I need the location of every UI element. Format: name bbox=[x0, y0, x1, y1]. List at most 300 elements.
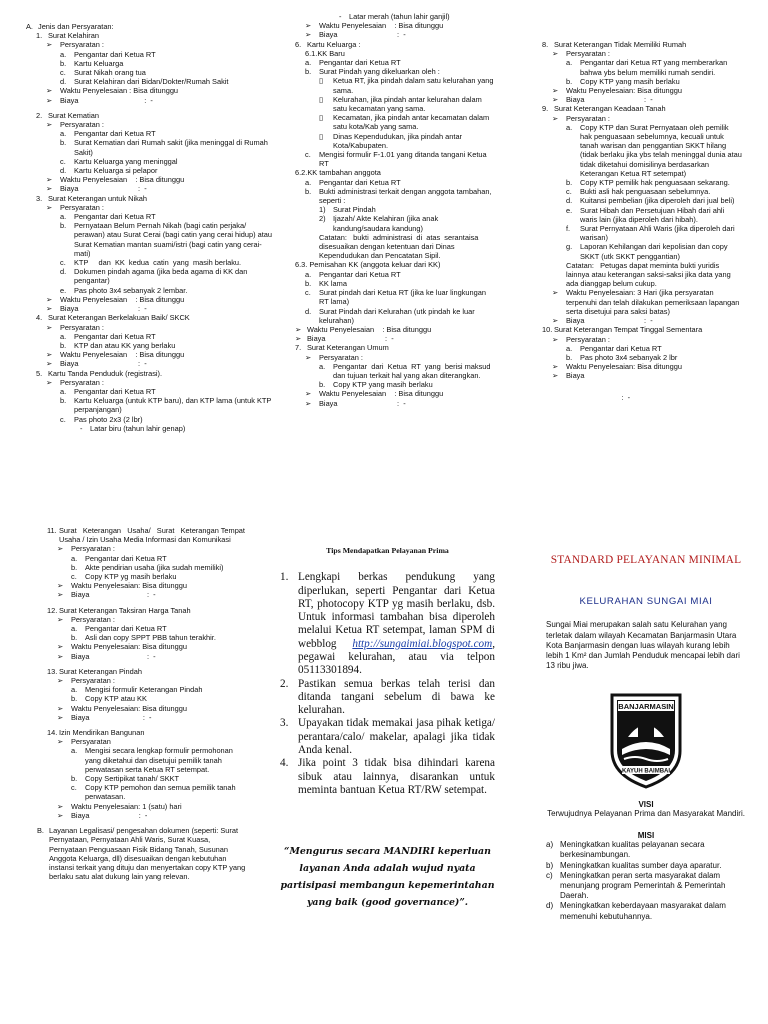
list-item-text: Biaya : - bbox=[566, 316, 653, 326]
list-item-text: Persyaratan : bbox=[60, 120, 104, 130]
list-item bbox=[26, 77, 274, 86]
column-service-list-4 bbox=[37, 526, 247, 881]
tips-quote: “Mengurus secara MANDIRI keperluan layanan Anda adalah wujud nyata partisipasi membangun kepemerintahan yang baik (good governance)”. bbox=[280, 846, 495, 909]
list-marker: b. bbox=[305, 278, 312, 288]
list-marker: b. bbox=[319, 380, 326, 390]
list-item-text: Copy KTP yang masih berlaku bbox=[333, 380, 433, 390]
misi-heading: MISI bbox=[637, 831, 655, 841]
tips-title: Tips Mendapatkan Pelayanan Prima bbox=[326, 546, 449, 555]
list-item bbox=[37, 704, 247, 713]
list-item-text: Mengisi formulir F-1.01 yang ditanda tangani Ketua RT bbox=[319, 150, 489, 169]
list-item bbox=[37, 826, 247, 881]
list-item-text: Biaya : - bbox=[71, 712, 152, 722]
list-item-text: Persyaratan : bbox=[566, 113, 610, 123]
list-marker: a. bbox=[305, 269, 312, 279]
weblog-link[interactable]: http://sungaimiai.blogspot.com bbox=[352, 637, 493, 650]
list-marker: a. bbox=[60, 386, 67, 396]
list-item bbox=[26, 31, 274, 40]
list-item bbox=[37, 667, 247, 676]
list-item bbox=[26, 175, 274, 184]
tips-panel bbox=[280, 540, 495, 911]
list-item-text: 6.1.KK Baru bbox=[305, 48, 345, 58]
list-item-text: Persyaratan : bbox=[60, 202, 104, 212]
list-marker: ➢ bbox=[295, 334, 302, 344]
list-item-text: Biaya : - bbox=[60, 359, 147, 369]
list-marker: 8. bbox=[542, 40, 549, 49]
list-marker: a. bbox=[71, 553, 78, 563]
list-item-text: Persyaratan : bbox=[60, 322, 104, 332]
list-marker: ➢ bbox=[57, 703, 64, 713]
list-marker: a. bbox=[71, 624, 78, 634]
list-item bbox=[532, 206, 742, 224]
list-item-text: Dinas Kependudukan, jika pindah antar Kota/Kabupaten. bbox=[333, 131, 465, 150]
list-item bbox=[532, 335, 742, 344]
list-marker: ➢ bbox=[552, 316, 559, 326]
list-item bbox=[26, 194, 274, 203]
misi-marker: a) bbox=[546, 840, 554, 850]
list-item bbox=[285, 76, 497, 94]
list-marker: a. bbox=[71, 746, 78, 756]
list-marker: ➢ bbox=[295, 324, 302, 334]
list-item-text: Pengantar dari Ketua RT bbox=[85, 553, 167, 563]
tip-text-main: Pastikan semua berkas telah terisi dan ditanda tangani sebelum di bawa ke kelurahan. bbox=[298, 677, 495, 717]
list-item bbox=[26, 350, 274, 359]
list-item-text: Kartu Keluarga yang meninggal bbox=[74, 156, 178, 166]
list-item-text: Persyaratan : bbox=[71, 614, 115, 624]
list-item-text: Persyaratan : bbox=[71, 544, 115, 554]
list-item bbox=[37, 544, 247, 553]
list-marker: b. bbox=[566, 178, 573, 188]
list-item-text: Waktu Penyelesaian : Bisa ditunggu bbox=[60, 175, 185, 185]
list-item bbox=[532, 104, 742, 113]
list-item-text: Surat Hibah dan Persetujuan Hibah dari ahli waris lain (jika diperoleh dari hibah). bbox=[580, 205, 727, 224]
list-item-text: Waktu Penyelesaian: Bisa ditunggu bbox=[566, 86, 682, 96]
list-item bbox=[37, 572, 247, 581]
list-item-text: Biaya : - bbox=[71, 590, 156, 600]
list-item bbox=[532, 261, 742, 289]
list-item bbox=[532, 288, 742, 316]
list-marker: d. bbox=[305, 306, 312, 316]
list-item bbox=[532, 123, 742, 178]
list-item bbox=[26, 332, 274, 341]
list-marker: ➢ bbox=[552, 371, 559, 381]
cover-title: STANDARD PELAYANAN MINIMAL bbox=[550, 554, 742, 566]
list-item-text: Waktu Penyelesaian: Bisa ditunggu bbox=[71, 642, 187, 652]
list-item bbox=[37, 811, 247, 820]
list-marker: ➢ bbox=[46, 350, 53, 360]
list-item bbox=[26, 424, 274, 433]
list-item bbox=[285, 389, 497, 398]
list-item bbox=[26, 396, 274, 414]
list-item bbox=[285, 49, 497, 58]
list-item-text: Pengantar dari Ketua RT bbox=[319, 269, 401, 279]
list-marker: ➢ bbox=[57, 544, 64, 554]
list-item-text: Pengantar dari Ketua RT bbox=[74, 49, 156, 59]
list-marker: ➢ bbox=[305, 352, 312, 362]
misi-list bbox=[546, 840, 746, 922]
list-marker: a. bbox=[305, 58, 312, 68]
misi-item bbox=[546, 901, 746, 921]
list-item bbox=[285, 307, 497, 325]
list-item bbox=[532, 325, 742, 334]
list-item-text: Mengisi formulir Keterangan Pindah bbox=[85, 685, 203, 695]
list-marker: ➢ bbox=[305, 389, 312, 399]
list-item bbox=[26, 22, 274, 31]
list-item-text: Pengantar dari Ketua RT yang berisi maksud dan tujuan terkait hal yang akan diterangkan. bbox=[333, 361, 493, 380]
list-marker: ▯ bbox=[319, 131, 324, 141]
list-marker: 5. bbox=[36, 368, 43, 378]
list-item-text: Waktu Penyelesaian: Bisa ditunggu bbox=[71, 581, 187, 591]
list-item bbox=[26, 295, 274, 304]
list-item-text: Surat Keterangan Tidak Memiliki Rumah bbox=[554, 40, 687, 49]
tip-number: 4. bbox=[280, 757, 289, 770]
list-item bbox=[532, 224, 742, 242]
list-item bbox=[285, 334, 497, 343]
cover-panel bbox=[546, 546, 746, 922]
tip-text bbox=[298, 678, 495, 718]
list-item bbox=[285, 325, 497, 334]
list-marker: a. bbox=[60, 331, 67, 341]
list-marker: a. bbox=[71, 685, 78, 695]
list-item-text: Biaya : - bbox=[60, 95, 153, 105]
list-item-text: Surat Kelahiran dari Bidan/Dokter/Rumah Sakit bbox=[74, 77, 229, 87]
list-item-text: Biaya : - bbox=[307, 334, 394, 344]
list-item bbox=[285, 187, 497, 205]
list-marker: ➢ bbox=[46, 294, 53, 304]
list-item bbox=[26, 203, 274, 212]
list-item-text: Mengisi secara lengkap formulir permohonan yang diketahui dan disetujui pemilik tanah perwatasan serta Ketua RT setempat. bbox=[85, 746, 235, 774]
list-item-text: Kartu Keluarga : bbox=[307, 39, 361, 49]
list-marker: c. bbox=[60, 156, 66, 166]
list-item-text: Biaya : - bbox=[71, 651, 156, 661]
list-item-text: Persyaratan : bbox=[319, 352, 363, 362]
list-item bbox=[37, 633, 247, 642]
list-item-text: Ijazah/ Akte Kelahiran (jika anak kandung/saudara kandung) bbox=[333, 214, 441, 233]
list-marker: ➢ bbox=[57, 614, 64, 624]
list-item bbox=[26, 96, 274, 105]
list-marker: 13. bbox=[47, 666, 58, 676]
list-marker: ➢ bbox=[46, 322, 53, 332]
list-item-text: Surat Pindah dari Kelurahan (utk pindah ke luar kelurahan) bbox=[319, 306, 477, 325]
list-item bbox=[285, 150, 497, 168]
list-marker: c. bbox=[60, 258, 66, 268]
tip-item bbox=[280, 678, 495, 718]
list-item bbox=[37, 783, 247, 801]
tips-list bbox=[280, 571, 495, 797]
list-item-text: Pengantar dari Ketua RT bbox=[74, 129, 156, 139]
list-marker: c. bbox=[60, 68, 66, 78]
list-item-text: Surat Kematian dari Rumah sakit (jika meninggal di Rumah Sakit) bbox=[74, 138, 270, 157]
list-item-text: Surat Keterangan Taksiran Harga Tanah bbox=[59, 605, 191, 615]
misi-text: Meningkatkan kualitas sumber daya aparatur. bbox=[560, 860, 722, 870]
list-item bbox=[532, 86, 742, 95]
list-item bbox=[37, 774, 247, 783]
list-marker: a. bbox=[60, 129, 67, 139]
list-item-text: Surat Kematian bbox=[48, 110, 99, 120]
list-item bbox=[285, 288, 497, 306]
list-marker: ➢ bbox=[552, 86, 559, 96]
list-item bbox=[285, 214, 497, 232]
list-item-text: Pengantar dari Ketua RT bbox=[580, 343, 662, 353]
list-item-text: Kecamatan, jika pindah antar kecamatan dalam satu kota/Kab yang sama. bbox=[333, 113, 492, 132]
list-item bbox=[37, 652, 247, 661]
list-item bbox=[285, 270, 497, 279]
tip-text-tail: , pegawai kelurahan, atau via telpon 05113301894. bbox=[298, 637, 495, 677]
list-item bbox=[26, 387, 274, 396]
list-item bbox=[285, 343, 497, 352]
list-marker: ➢ bbox=[46, 175, 53, 185]
list-item bbox=[285, 95, 497, 113]
tip-item bbox=[280, 571, 495, 677]
list-item-text: Pengantar dari Ketua RT bbox=[74, 386, 156, 396]
list-item bbox=[285, 21, 497, 30]
list-marker: b. bbox=[71, 774, 78, 784]
list-marker: c. bbox=[305, 150, 311, 160]
list-marker: b. bbox=[60, 340, 67, 350]
list-marker: ➢ bbox=[57, 581, 64, 591]
misi-item bbox=[546, 861, 746, 871]
logo-top-text: BANJARMASIN bbox=[618, 702, 674, 712]
list-marker: ➢ bbox=[552, 95, 559, 105]
list-item-text: Copy KTP yg masih berlaku bbox=[85, 572, 177, 582]
list-marker: c. bbox=[305, 288, 311, 298]
list-marker: d. bbox=[60, 267, 67, 277]
list-item-text: Surat Keterangan Umum bbox=[307, 343, 389, 353]
list-marker: c. bbox=[71, 572, 77, 582]
list-marker: b. bbox=[305, 67, 312, 77]
list-item-text: Surat Pindah bbox=[333, 205, 376, 215]
list-item bbox=[532, 77, 742, 86]
list-marker: 1) bbox=[319, 205, 326, 215]
cover-intro: Sungai Miai merupakan salah satu Kelurahan yang terletak dalam wilayah Kecamatan Banjarmasin Utara Kota Banjarmasin dengan luas wilayah kurang lebih lebih 1 Km² dan Jumlah Penduduk mencapai lebih dari 13 ribu jiwa. bbox=[546, 620, 740, 671]
list-item-text: Surat Keterangan Usaha/ Surat Keterangan Tempat Usaha / Izin Usaha Media Informasi dan Komunikasi bbox=[59, 526, 248, 545]
list-item bbox=[26, 184, 274, 193]
list-marker: a. bbox=[60, 212, 67, 222]
tip-text bbox=[298, 757, 495, 797]
list-marker: c. bbox=[566, 187, 572, 197]
list-item bbox=[532, 362, 742, 371]
list-marker: a. bbox=[60, 49, 67, 59]
list-item bbox=[285, 132, 497, 150]
list-item bbox=[532, 242, 742, 260]
list-item-text: Biaya bbox=[566, 371, 585, 381]
list-item bbox=[532, 178, 742, 187]
list-item bbox=[26, 40, 274, 49]
list-marker: ➢ bbox=[46, 184, 53, 194]
list-item bbox=[285, 30, 497, 39]
list-item-text: Copy KTP yang masih berlaku bbox=[580, 76, 680, 86]
list-item bbox=[285, 362, 497, 380]
list-marker: ➢ bbox=[57, 651, 64, 661]
list-marker: ➢ bbox=[46, 86, 53, 96]
list-item bbox=[37, 676, 247, 685]
list-item-text: Pengantar dari Ketua RT bbox=[85, 624, 167, 634]
list-item-text: Pengantar dari Ketua RT bbox=[74, 212, 156, 222]
list-marker: ➢ bbox=[57, 590, 64, 600]
list-item-text: Laporan Kehilangan dari kepolisian dan copy SKKT (utk SKKT penggantian) bbox=[580, 242, 730, 261]
list-item bbox=[26, 212, 274, 221]
list-item-text: Copy KTP atau KK bbox=[85, 694, 147, 704]
list-marker: ▯ bbox=[319, 113, 324, 123]
list-item-text: Surat pindah dari Ketua RT (jika ke luar lingkungan RT lama) bbox=[319, 288, 489, 307]
list-item bbox=[26, 221, 274, 258]
list-item-text: Copy KTP pemohon dan semua pemilik tanah perwatasan. bbox=[85, 783, 238, 802]
cover-subtitle: KELURAHAN SUNGAI MIAI bbox=[579, 596, 713, 608]
tip-text-main: Jika point 3 tidak bisa dihindari karena sibuk atau lainnya, disarankan untuk meminta bantuan Ketua RT/RW setempat. bbox=[298, 757, 495, 796]
list-marker: ➢ bbox=[46, 40, 53, 50]
list-item bbox=[285, 279, 497, 288]
list-item bbox=[532, 316, 742, 325]
list-item-text: Biaya : - bbox=[319, 30, 406, 40]
list-marker: ➢ bbox=[57, 642, 64, 652]
list-item bbox=[285, 178, 497, 187]
list-marker: a. bbox=[566, 122, 573, 132]
list-marker: 12. bbox=[47, 605, 58, 615]
list-marker: b. bbox=[60, 138, 67, 148]
list-item bbox=[37, 694, 247, 703]
list-item-text: Surat Pernyataan Ahli Waris (jika diperoleh dari warisan) bbox=[580, 224, 737, 243]
list-item bbox=[37, 746, 247, 774]
misi-item bbox=[546, 871, 746, 902]
list-item bbox=[285, 168, 497, 177]
list-item-text: Pas photo 2x3 (2 lbr) bbox=[74, 414, 143, 424]
list-marker: c. bbox=[71, 783, 77, 793]
list-item-text: Biaya : - bbox=[566, 95, 653, 105]
list-item-text: 6.2.KK tambahan anggota bbox=[295, 168, 381, 178]
list-marker: ➢ bbox=[57, 712, 64, 722]
visi-heading: VISI bbox=[638, 799, 654, 809]
list-marker: b. bbox=[566, 352, 573, 362]
list-item-text: KTP dan KK kedua catin yang masih berlaku. bbox=[74, 258, 242, 268]
list-item-text: Pengantar dari Ketua RT bbox=[74, 331, 156, 341]
list-item bbox=[532, 344, 742, 353]
list-marker: b. bbox=[305, 186, 312, 196]
list-marker: ▯ bbox=[319, 94, 324, 104]
list-marker: ➢ bbox=[552, 362, 559, 372]
list-marker: a. bbox=[319, 361, 326, 371]
list-item bbox=[26, 415, 274, 424]
list-item-text: Waktu Penyelesaian: Bisa ditunggu bbox=[566, 362, 682, 372]
list-item-text: KK lama bbox=[319, 278, 347, 288]
list-item-text: Pernyataan Belum Pernah Nikah (bagi catin perjaka/ perawan) atau Surat Cerai (bagi catin yang cerai hidup) atau Surat Kematian mantan suami/istri (bagi catin yang cerai-mati) bbox=[74, 221, 275, 258]
list-item bbox=[285, 353, 497, 362]
list-item bbox=[26, 138, 274, 156]
list-item-text: Waktu Penyelesaian : Bisa ditunggu bbox=[307, 324, 432, 334]
list-item bbox=[26, 59, 274, 68]
list-item bbox=[37, 713, 247, 722]
list-marker: ▯ bbox=[319, 76, 324, 86]
list-marker: ➢ bbox=[46, 120, 53, 130]
logo-bottom-text: KAYUH BAIMBAI bbox=[621, 768, 671, 775]
list-item-text: Biaya : - bbox=[319, 398, 406, 408]
list-marker: b. bbox=[71, 694, 78, 704]
list-item bbox=[37, 728, 247, 737]
list-marker: 7. bbox=[295, 343, 302, 353]
list-item-text: Latar biru (tahun lahir genap) bbox=[90, 423, 186, 433]
list-marker: ➢ bbox=[552, 113, 559, 123]
list-marker: ➢ bbox=[552, 334, 559, 344]
column-service-list-1 bbox=[26, 22, 274, 433]
list-item-text: Ketua RT, jika pindah dalam satu kelurahan yang sama. bbox=[333, 76, 496, 95]
list-item-text: Copy KTP dan Surat Pernyataan oleh pemilik hak penguasaan sebelumnya, kecuali untuk tanah warisan dan penggantian SKKT hilang (tidak berlaku jika ybs telah meninggal dunia atau tidak diketahui domisilinya berdasarkan Keterangan Ketua RT setempat) bbox=[580, 122, 744, 178]
tip-number: 2. bbox=[280, 677, 289, 690]
list-item bbox=[532, 114, 742, 123]
tip-item bbox=[280, 757, 495, 797]
list-marker: ➢ bbox=[305, 21, 312, 31]
list-item-text: Akte pendirian usaha (jika sudah memiliki) bbox=[85, 562, 224, 572]
list-marker: ➢ bbox=[305, 398, 312, 408]
list-item-text: Persyaratan : bbox=[60, 377, 104, 387]
list-item-text: KTP dan atau KK yang berlaku bbox=[74, 340, 176, 350]
list-item-text: Surat Keterangan untuk Nikah bbox=[48, 193, 148, 203]
list-item-text: Kartu Keluarga bbox=[74, 58, 124, 68]
list-item bbox=[37, 642, 247, 651]
list-item bbox=[532, 58, 742, 76]
list-marker: g. bbox=[566, 242, 573, 252]
list-item-text: Waktu Penyelesaian: 1 (satu) hari bbox=[71, 801, 182, 811]
list-marker: ➢ bbox=[46, 304, 53, 314]
list-item bbox=[532, 196, 742, 205]
list-marker: ➢ bbox=[46, 359, 53, 369]
list-item bbox=[26, 166, 274, 175]
list-item-text: Pas photo 3x4 sebanyak 2 lbr bbox=[580, 352, 678, 362]
list-item bbox=[37, 554, 247, 563]
list-item bbox=[26, 378, 274, 387]
list-item-text: Dokumen pindah agama (jika beda agama di KK dan pengantar) bbox=[74, 267, 250, 286]
list-item bbox=[285, 399, 497, 408]
list-item-text: Latar merah (tahun lahir ganjil) bbox=[349, 12, 450, 21]
tip-text bbox=[298, 571, 495, 677]
list-item bbox=[26, 129, 274, 138]
list-item-text: Persyaratan : bbox=[71, 676, 115, 686]
list-item-text: Catatan: bukti administrasi di atas serantaisa disesuaikan dengan ketentuan dari Dinas Kependudukan dan Pencatatan Sipil. bbox=[319, 232, 481, 261]
tip-text-main: Upayakan tidak memakai jasa pihak ketiga/ perantara/calo/ makelar, apalagi jika tidak Anda kenal. bbox=[298, 717, 495, 757]
misi-marker: d) bbox=[546, 901, 554, 911]
list-item bbox=[285, 12, 497, 21]
city-logo bbox=[546, 691, 746, 793]
list-item bbox=[37, 590, 247, 599]
list-marker: 1. bbox=[36, 31, 43, 41]
list-item-text: Catatan: Petugas dapat meminta bukti yuridis lainnya atau keterangan saksi-saksi jika data yang ada dianggap belum cukup. bbox=[566, 260, 733, 289]
list-item bbox=[26, 68, 274, 77]
list-item-text: Copy Sertipikat tanah/ SKKT bbox=[85, 774, 180, 784]
list-item-text: Surat Keterangan Pindah bbox=[59, 666, 143, 676]
list-marker: b. bbox=[60, 58, 67, 68]
list-item bbox=[26, 86, 274, 95]
list-item bbox=[285, 260, 497, 269]
list-marker: ➢ bbox=[552, 288, 559, 298]
list-marker: e. bbox=[566, 205, 573, 215]
list-item-text: Surat Keterangan Tempat Tinggal Sementara bbox=[554, 325, 703, 335]
list-item-text: Layanan Legalisasi/ pengesahan dokumen (seperti: Surat Pernyataan, Pernyataan Ahli Waris, Surat Kuasa, Pernyataan Penguasaan Fisik Bidang Tanah, Susunan Anggota Keluarga, dll) disesuaikan dengan kebutuhan instansi terkait yang dituju dan menyertakan copy KTP yang berlaku satu alat dukung lain yang relevan. bbox=[49, 826, 248, 882]
list-item bbox=[37, 802, 247, 811]
list-item-text: Surat Keterangan Keadaan Tanah bbox=[554, 104, 666, 114]
list-item bbox=[37, 581, 247, 590]
list-marker: a. bbox=[305, 177, 312, 187]
list-item bbox=[285, 233, 497, 261]
list-item-text: Surat Pindah yang dikeluarkan oleh : bbox=[319, 67, 440, 77]
list-item bbox=[26, 313, 274, 322]
list-item-text: Persyaratan : bbox=[60, 40, 104, 50]
list-marker: b. bbox=[60, 221, 67, 231]
list-marker: B. bbox=[37, 826, 44, 836]
list-item-text: Waktu Penyelesaian : Bisa ditunggu bbox=[60, 294, 185, 304]
list-item-text: Biaya : - bbox=[60, 184, 147, 194]
list-marker: ➢ bbox=[46, 377, 53, 387]
list-marker: 4. bbox=[36, 313, 43, 323]
list-item-text: Pengantar dari Ketua RT bbox=[319, 58, 401, 68]
list-item-text: Surat Keterangan Berkelakuan Baik/ SKCK bbox=[48, 313, 190, 323]
